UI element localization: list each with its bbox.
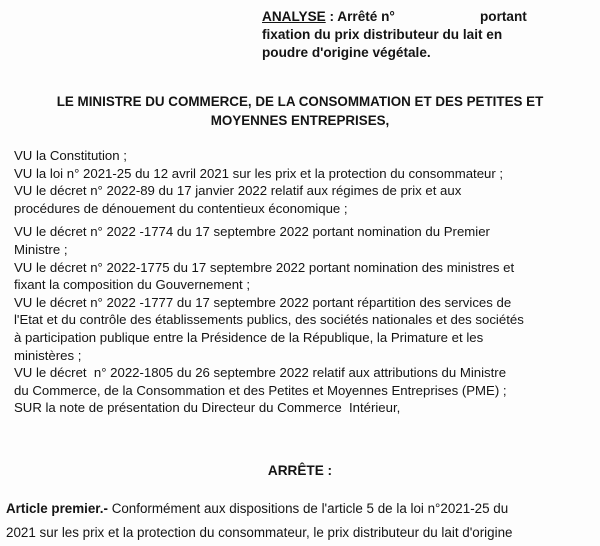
analyse-line-3: poudre d'origine végétale. — [262, 45, 431, 60]
visa-line: Ministre ; — [14, 241, 68, 257]
visa-line: procédures de dénouement du contentieux économique ; — [14, 200, 348, 216]
minister-title-line-1: LE MINISTRE DU COMMERCE, DE LA CONSOMMATION ET DES PETITES ET — [56, 94, 544, 109]
visa-line: ministères ; — [14, 347, 82, 363]
visas-list — [14, 147, 574, 417]
visa-line: VU le décret n° 2022-89 du 17 janvier 2022 relatif aux régimes de prix et aux — [14, 183, 462, 199]
article-premier — [6, 497, 594, 545]
visa-decret-2022-1805 — [14, 364, 574, 399]
visa-line: VU le décret n° 2022 -1774 du 17 septembre 2022 portant nomination du Premier — [14, 224, 490, 240]
minister-title-line-2: MOYENNES ENTREPRISES, — [210, 113, 390, 128]
visa-line: fixant la composition du Gouvernement ; — [14, 277, 251, 293]
visa-line: VU le décret n° 2022-1775 du 17 septembre 2022 portant nomination des ministres et — [14, 259, 515, 275]
visa-line: VU le décret n° 2022-1805 du 26 septembre 2022 relatif aux attributions du Ministre — [14, 365, 507, 381]
article-line-1 — [6, 497, 594, 521]
visa-line: l'Etat et du contrôle des établissements publics, des sociétés nationales et des sociétés — [14, 312, 524, 328]
visa-decret-2022-1777 — [14, 294, 574, 364]
visa-line: du Commerce, de la Consommation et des Petites et Moyennes Entreprises (PME) ; — [14, 382, 507, 398]
visa-loi-2021-25: VU la loi n° 2021-25 du 12 avril 2021 sur les prix et la protection du consommateur ; — [14, 165, 504, 181]
article-text: Conformément aux dispositions de l'article 5 de la loi n°2021-25 du — [107, 501, 509, 516]
analyse-arrete-number: : Arrêté n° — [325, 9, 395, 24]
visa-decret-2022-1774 — [14, 223, 574, 258]
analyse-block — [262, 8, 562, 62]
visa-decret-2022-1775 — [14, 259, 574, 294]
analyse-portant: portant — [480, 9, 527, 24]
analyse-line-1 — [262, 8, 562, 26]
analyse-label: ANALYSE — [262, 9, 326, 24]
analyse-line-2: fixation du prix distributeur du lait en — [262, 27, 503, 42]
article-heading: Article premier.- — [6, 501, 108, 516]
visa-line: VU le décret n° 2022 -1777 du 17 septembre 2022 portant répartition des services de — [14, 294, 512, 310]
article-line-2: 2021 sur les prix et la protection du consommateur, le prix distributeur du lait d'origine — [6, 525, 513, 540]
minister-title — [16, 92, 584, 130]
visa-constitution: VU la Constitution ; — [14, 148, 127, 163]
visa-note-presentation: SUR la note de présentation du Directeur du Commerce Intérieur, — [14, 400, 401, 416]
visa-decret-2022-89 — [14, 182, 574, 217]
arrete-heading: ARRÊTE : — [267, 463, 333, 478]
visa-line: à participation publique entre la Présidence de la République, la Primature et les — [14, 329, 484, 345]
